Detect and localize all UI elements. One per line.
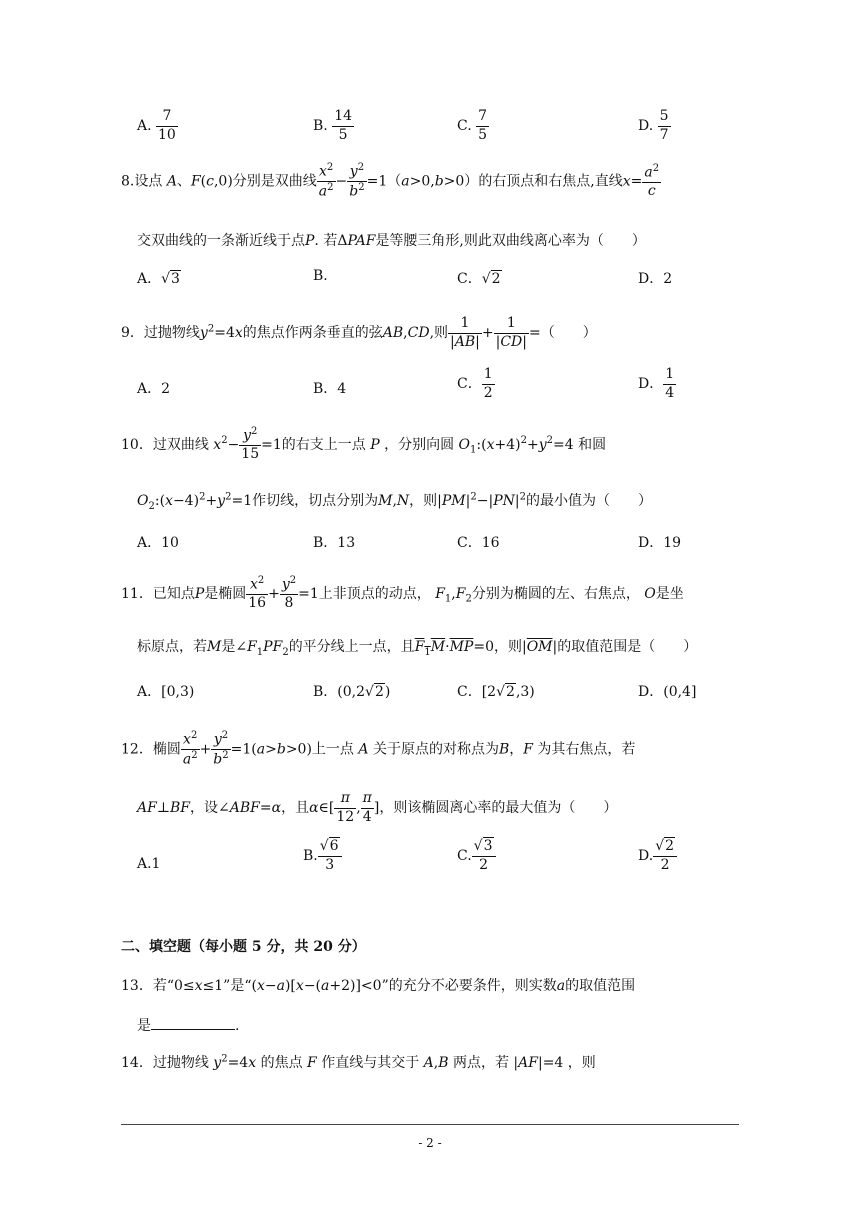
q10-option-b: B．13 — [313, 535, 356, 551]
section-title: 二、填空题（每小题 5 分，共 20 分） — [121, 939, 366, 955]
q10-line1: 10．过双曲线 $x^2-$ $\frac{y^2}{15}$ =1的右支上一点 P ，分别向圆 $O_1:(x+4)^2+y^2=4$ 和圆 — [121, 426, 607, 463]
q8-option-b: B. — [313, 268, 328, 284]
q7-option-c: C. $\frac{7}{5}$ — [457, 108, 488, 143]
q11-option-b: B．(0,2√2) — [313, 684, 391, 700]
q12-option-c: C. $\frac{√3}{2}$ — [457, 838, 496, 874]
q9-option-c: C． $\frac{1}{2}$ — [457, 366, 493, 401]
q8-option-d: D．2 — [638, 271, 673, 287]
q10-option-a: A．10 — [137, 535, 179, 551]
q8-option-a: A．√3 — [137, 271, 180, 287]
q12-line1: 12．椭圆 $\frac{x^2}{a^2}$ + $\frac{y^2}{b^2}$ =1(a>b>0)上一点 A 关于原点的对称点为B，F 为其右焦点，若 — [121, 730, 636, 768]
q10-line2: $O_2:(x-4)^2+y^2=1$作切线，切点分别为M,N，则$|PM|^2-|PN|^2$的最小值为（ ） — [137, 491, 652, 512]
q13-line1: 13．若“0≤x≤1”是“(x−a)[x−(a+2)]<0”的充分不必要条件，则实数a的取值范围 — [121, 978, 636, 994]
q14-line1: 14．过抛物线 $y^2=4x$ 的焦点 F 作直线与其交于 A,B 两点，若 |AF|=4 ，则 — [121, 1053, 596, 1071]
q11-option-d: D．(0,4] — [638, 684, 697, 700]
q8-line1: 8.设点 A、F(c,0)分别是双曲线 $\frac{x^2}{a^2}$ − $\frac{y^2}{b^2}$ =1（a>0,b>0）的右顶点和右焦点,直线x= $\frac{a^2}{c}$ — [121, 162, 660, 200]
q13-answer-blank[interactable] — [151, 1017, 235, 1030]
q11-option-c: C．[2√2,3) — [457, 684, 535, 700]
q9-line1: 9．过抛物线$y^2=4x$的焦点作两条垂直的弦AB,CD,则 $\frac{1}{|AB|}$ + $\frac{1}{|CD|}$ =（ ） — [121, 315, 597, 350]
q12-option-b: B. $\frac{√6}{3}$ — [303, 838, 342, 874]
footer-rule — [121, 1124, 739, 1125]
q7-option-d: D. $\frac{5}{7}$ — [638, 108, 669, 143]
q11-line2: 标原点，若M是$\angle F_1PF_2$的平分线上一点，且$F_1M\cdot\overline{MP}=0$，则$|\overline{OM}|$的取值范围是（ ） — [137, 639, 698, 658]
q12-option-a: A.1 — [137, 856, 161, 872]
q9-option-b: B．4 — [313, 381, 347, 397]
q10-option-d: D．19 — [638, 535, 682, 551]
q8-option-c: C．√2 — [457, 271, 501, 287]
q9-option-a: A．2 — [137, 381, 171, 397]
q12-line2: AF⊥BF，设∠ABF=α，且α∈[ $\frac{\pi}{12}$ , $\frac{\pi}{4}$ ]，则该椭圆离心率的最大值为（ ） — [137, 790, 618, 825]
q9-option-d: D． $\frac{1}{4}$ — [638, 366, 675, 401]
q8-line2: 交双曲线的一条渐近线于点P. 若ΔPAF是等腰三角形,则此双曲线离心率为（ ） — [137, 233, 646, 249]
q10-option-c: C．16 — [457, 535, 500, 551]
q13-line2: 是 . — [137, 1018, 240, 1034]
q7-option-b: B. $\frac{14}{5}$ — [313, 108, 353, 143]
page-number: - 2 - — [418, 1136, 442, 1150]
q12-option-d: D. $\frac{√2}{2}$ — [638, 838, 677, 874]
q11-option-a: A．[0,3) — [137, 684, 195, 700]
q7-option-a: A. $\frac{7}{10}$ — [137, 108, 176, 143]
q11-line1: 11．已知点P是椭圆 $\frac{x^2}{16}$ + $\frac{y^2}{8}$ =1上非顶点的动点， $F_1,F_2$分别为椭圆的左、右焦点， O是坐 — [121, 575, 684, 612]
